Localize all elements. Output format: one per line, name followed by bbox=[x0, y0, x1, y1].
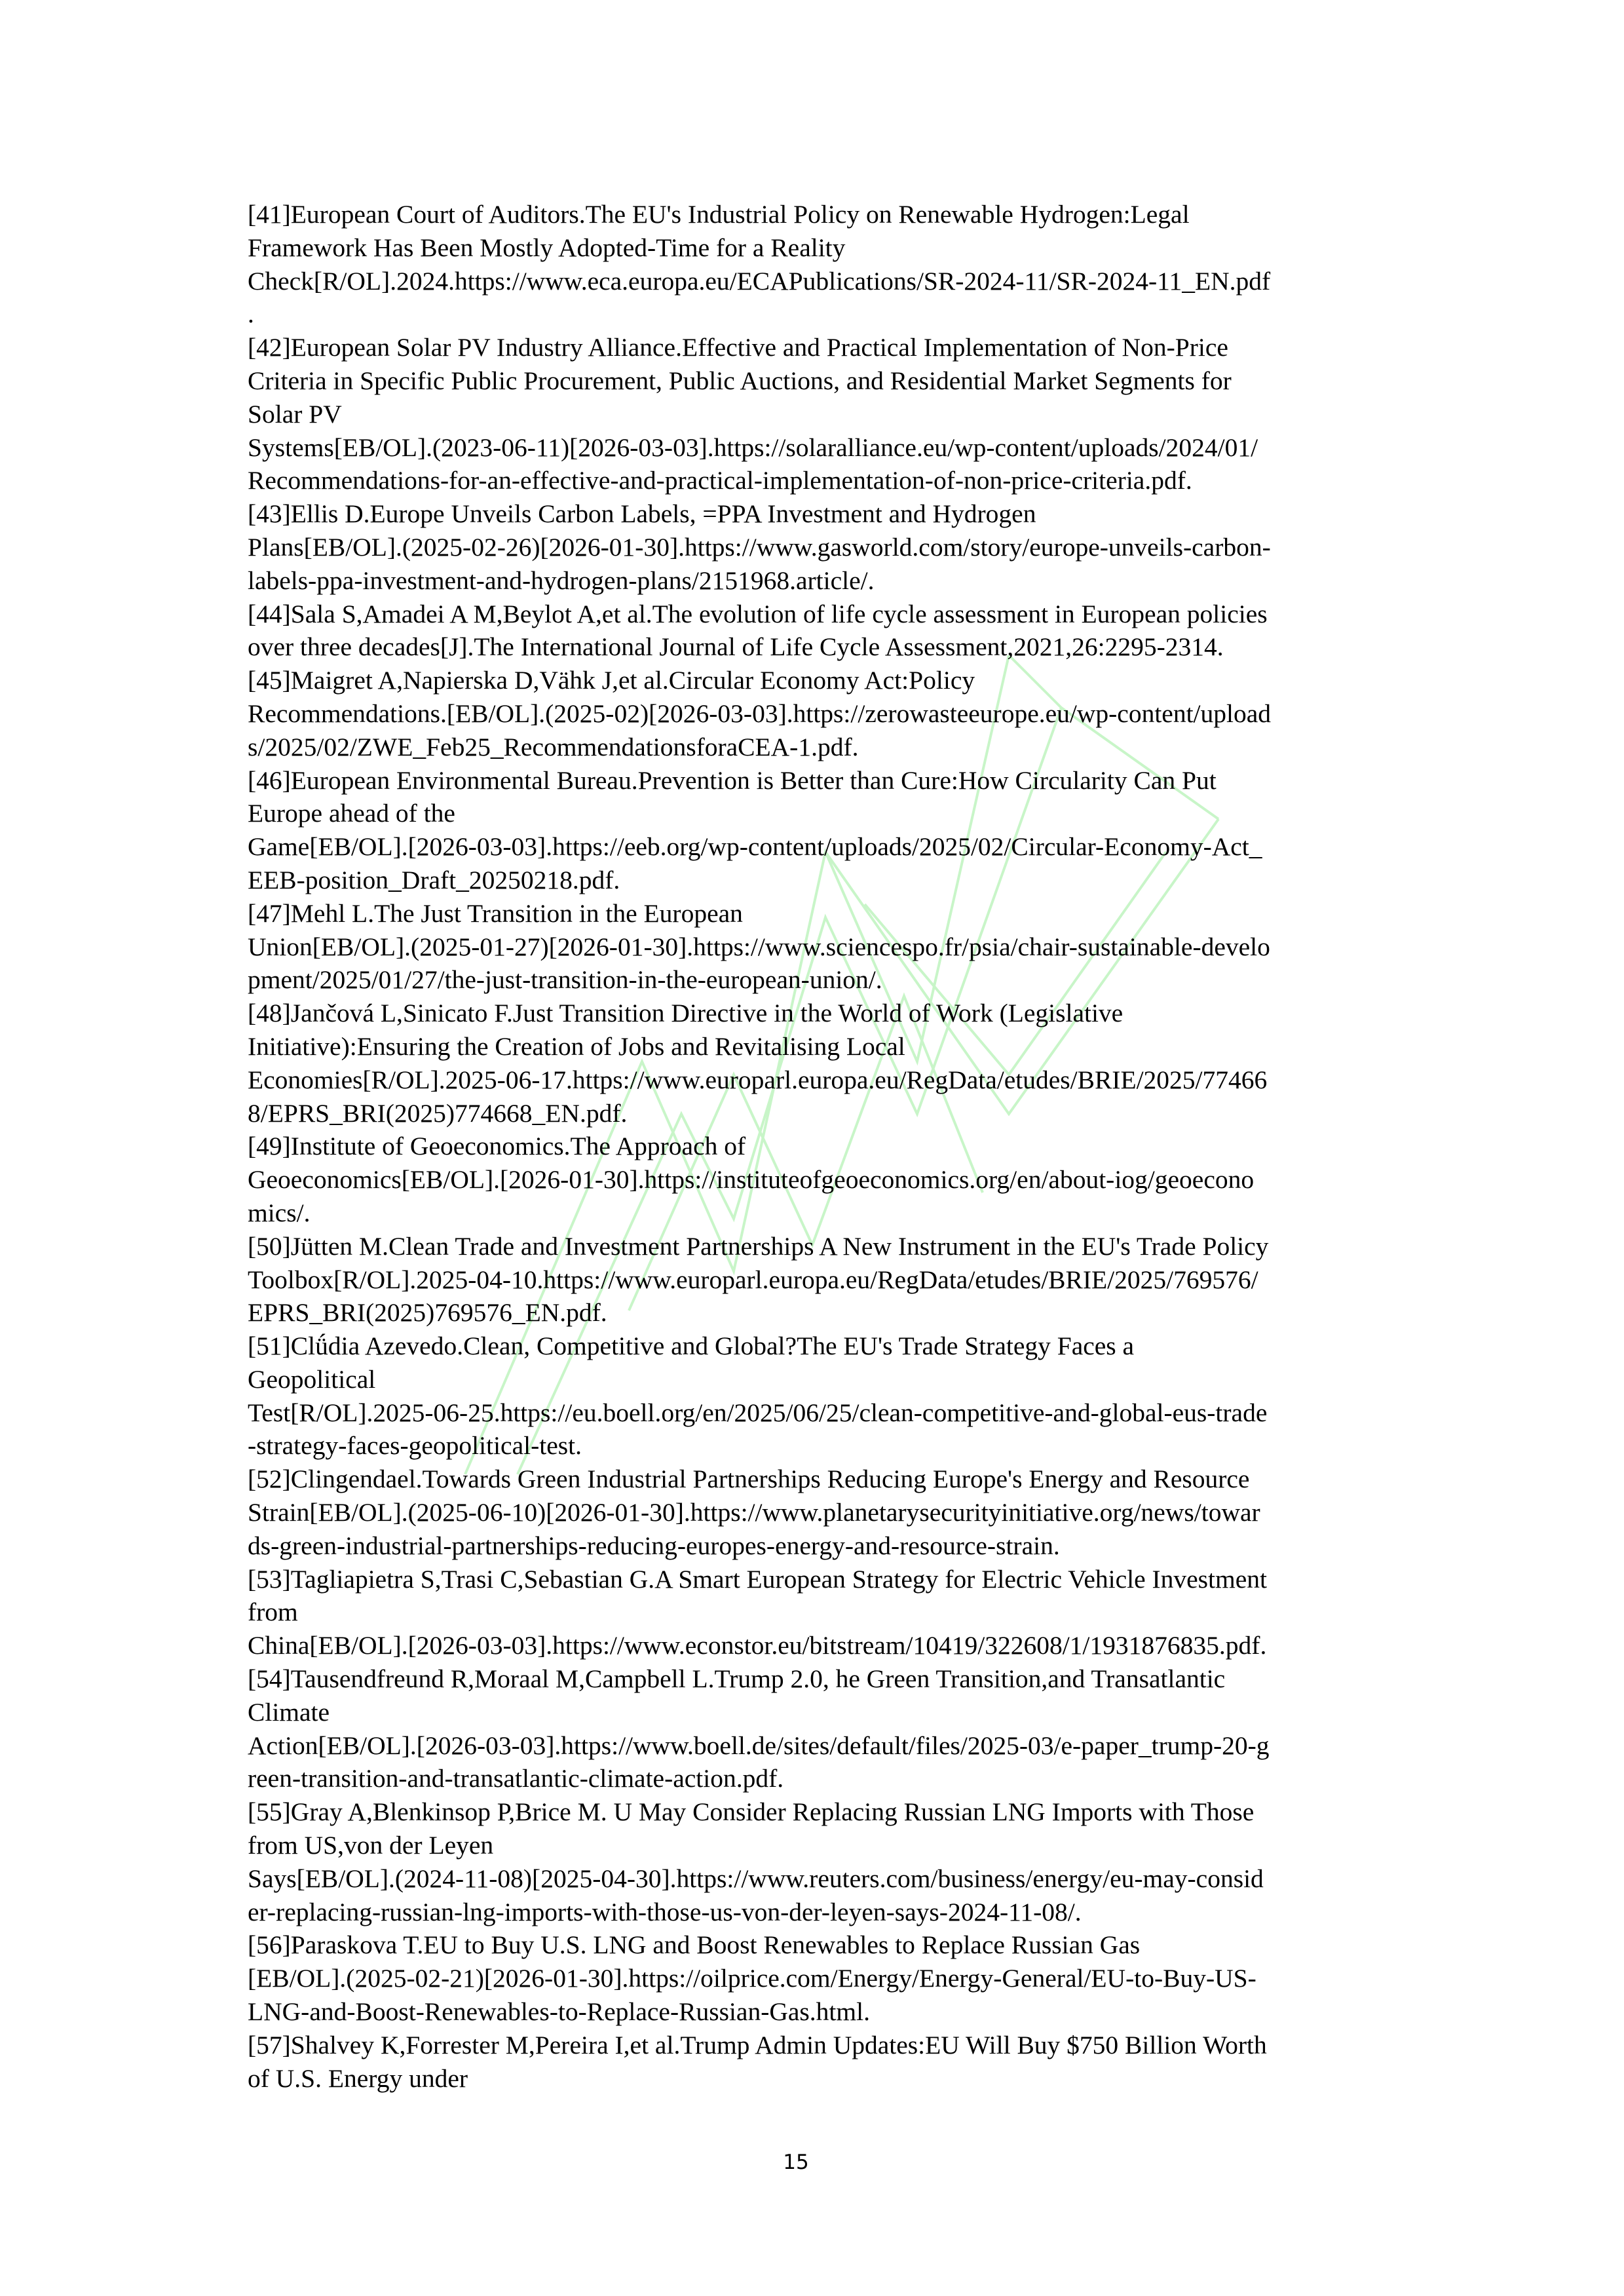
reference-entry bbox=[248, 598, 1401, 664]
reference-line: [53]Tagliapietra S,Trasi C,Sebastian G.A Smart European Strategy for Electric Vehicle Investment bbox=[248, 1564, 1268, 1594]
reference-line: Geoeconomics[EB/OL].[2026-01-30].https://instituteofgeoeconomics.org/en/about-iog/geoecono bbox=[248, 1165, 1255, 1195]
reference-line: over three decades[J].The International Journal of Life Cycle Assessment,2021,26:2295-2314. bbox=[248, 632, 1224, 662]
reference-line: [52]Clingendael.Towards Green Industrial Partnerships Reducing Europe's Energy and Resource bbox=[248, 1464, 1250, 1494]
reference-line: reen-transition-and-transatlantic-climate-action.pdf. bbox=[248, 1764, 784, 1793]
reference-line: labels-ppa-investment-and-hydrogen-plans/2151968.article/. bbox=[248, 565, 875, 595]
reference-line: Geopolitical bbox=[248, 1364, 376, 1394]
reference-line: China[EB/OL].[2026-03-03].https://www.econstor.eu/bitstream/10419/322608/1/1931876835.pdf. bbox=[248, 1631, 1267, 1660]
reference-entry bbox=[248, 1330, 1401, 1463]
reference-line: Systems[EB/OL].(2023-06-11)[2026-03-03].https://solaralliance.eu/wp-content/uploads/2024/01/ bbox=[248, 432, 1258, 462]
reference-list bbox=[248, 198, 1401, 2095]
reference-line: from bbox=[248, 1598, 298, 1627]
reference-line: Check[R/OL].2024.https://www.eca.europa.eu/ECAPublications/SR-2024-11/SR-2024-11_EN.pdf bbox=[248, 266, 1271, 296]
reference-line: Union[EB/OL].(2025-01-27)[2026-01-30].https://www.sciencespo.fr/psia/chair-sustainable-develo bbox=[248, 932, 1270, 961]
reference-entry bbox=[248, 198, 1401, 331]
reference-line: s/2025/02/ZWE_Feb25_RecommendationsforaCEA-1.pdf. bbox=[248, 732, 859, 761]
reference-line: Recommendations.[EB/OL].(2025-02)[2026-03-03].https://zerowasteeurope.eu/wp-content/upload bbox=[248, 698, 1272, 728]
reference-line: pment/2025/01/27/the-just-transition-in-the-european-union/. bbox=[248, 965, 882, 995]
reference-line: Criteria in Specific Public Procurement, Public Auctions, and Residential Market Segments for bbox=[248, 366, 1232, 395]
reference-entry bbox=[248, 997, 1401, 1130]
reference-line: Toolbox[R/OL].2025-04-10.https://www.europarl.europa.eu/RegData/etudes/BRIE/2025/769576/ bbox=[248, 1265, 1258, 1294]
reference-line: [41]European Court of Auditors.The EU's Industrial Policy on Renewable Hydrogen:Legal bbox=[248, 200, 1190, 229]
reference-line: from US,von der Leyen bbox=[248, 1831, 494, 1860]
reference-line: EEB-position_Draft_20250218.pdf. bbox=[248, 865, 620, 894]
reference-line: EPRS_BRI(2025)769576_EN.pdf. bbox=[248, 1298, 607, 1328]
reference-line: [51]Clǘdia Azevedo.Clean, Competitive and Global?The EU's Trade Strategy Faces a bbox=[248, 1331, 1135, 1361]
reference-entry bbox=[248, 1928, 1401, 2028]
reference-line: [50]Jütten M.Clean Trade and Investment Partnerships A New Instrument in the EU's Trade Policy bbox=[248, 1231, 1269, 1261]
reference-entry bbox=[248, 897, 1401, 997]
reference-line: Economies[R/OL].2025-06-17.https://www.europarl.europa.eu/RegData/etudes/BRIE/2025/77466 bbox=[248, 1065, 1268, 1094]
reference-line: [56]Paraskova T.EU to Buy U.S. LNG and Boost Renewables to Replace Russian Gas bbox=[248, 1930, 1141, 1960]
reference-line: Says[EB/OL].(2024-11-08)[2025-04-30].https://www.reuters.com/business/energy/eu-may-consid bbox=[248, 1864, 1264, 1893]
reference-line: Solar PV bbox=[248, 399, 342, 429]
reference-line: Europe ahead of the bbox=[248, 799, 455, 828]
reference-entry bbox=[248, 1130, 1401, 1229]
reference-entry bbox=[248, 1463, 1401, 1562]
reference-line: Framework Has Been Mostly Adopted-Time for a Reality bbox=[248, 233, 846, 262]
reference-line: Action[EB/OL].[2026-03-03].https://www.boell.de/sites/default/files/2025-03/e-paper_trump-20-g bbox=[248, 1731, 1270, 1760]
reference-line: [55]Gray A,Blenkinsop P,Brice M. U May Consider Replacing Russian LNG Imports with Those bbox=[248, 1797, 1255, 1827]
page-number: 15 bbox=[783, 2151, 809, 2174]
reference-line: [42]European Solar PV Industry Alliance.Effective and Practical Implementation of Non-Price bbox=[248, 333, 1228, 362]
reference-line: [43]Ellis D.Europe Unveils Carbon Labels, =PPA Investment and Hydrogen bbox=[248, 499, 1036, 529]
reference-entry bbox=[248, 1795, 1401, 1928]
reference-entry bbox=[248, 2029, 1401, 2095]
reference-line: [EB/OL].(2025-02-21)[2026-01-30].https://oilprice.com/Energy/Energy-General/EU-to-Buy-US- bbox=[248, 1964, 1256, 1993]
reference-line: [48]Jančová L,Sinicato F.Just Transition Directive in the World of Work (Legislative bbox=[248, 999, 1124, 1028]
reference-line: er-replacing-russian-lng-imports-with-those-us-von-der-leyen-says-2024-11-08/. bbox=[248, 1897, 1082, 1926]
reference-entry bbox=[248, 664, 1401, 763]
reference-line: [57]Shalvey K,Forrester M,Pereira I,et al.Trump Admin Updates:EU Will Buy $750 Billion Worth bbox=[248, 2030, 1267, 2059]
reference-line: LNG-and-Boost-Renewables-to-Replace-Russian-Gas.html. bbox=[248, 1997, 870, 2027]
reference-entry bbox=[248, 331, 1401, 497]
reference-line: [49]Institute of Geoeconomics.The Approach of bbox=[248, 1132, 746, 1161]
reference-entry bbox=[248, 1662, 1401, 1795]
reference-line: Initiative):Ensuring the Creation of Jobs and Revitalising Local bbox=[248, 1031, 905, 1061]
reference-line: [44]Sala S,Amadei A M,Beylot A,et al.The evolution of life cycle assessment in European policies bbox=[248, 599, 1268, 628]
reference-line: [46]European Environmental Bureau.Prevention is Better than Cure:How Circularity Can Put bbox=[248, 765, 1217, 795]
reference-line: [45]Maigret A,Napierska D,Vähk J,et al.Circular Economy Act:Policy bbox=[248, 666, 975, 695]
reference-entry bbox=[248, 497, 1401, 597]
reference-line: Plans[EB/OL].(2025-02-26)[2026-01-30].https://www.gasworld.com/story/europe-unveils-carbon- bbox=[248, 532, 1271, 562]
reference-line: 8/EPRS_BRI(2025)774668_EN.pdf. bbox=[248, 1098, 628, 1128]
reference-line: Strain[EB/OL].(2025-06-10)[2026-01-30].https://www.planetarysecurityinitiative.org/news/towar bbox=[248, 1498, 1260, 1527]
reference-line: Recommendations-for-an-effective-and-practical-implementation-of-non-price-criteria.pdf. bbox=[248, 466, 1192, 495]
reference-line: ds-green-industrial-partnerships-reducing-europes-energy-and-resource-strain. bbox=[248, 1531, 1060, 1560]
reference-entry bbox=[248, 764, 1401, 897]
reference-entry bbox=[248, 1563, 1401, 1662]
reference-line: -strategy-faces-geopolitical-test. bbox=[248, 1431, 582, 1461]
reference-line: [47]Mehl L.The Just Transition in the European bbox=[248, 898, 743, 928]
reference-line: Test[R/OL].2025-06-25.https://eu.boell.org/en/2025/06/25/clean-competitive-and-global-eus-trade bbox=[248, 1398, 1268, 1427]
reference-line: of U.S. Energy under bbox=[248, 2063, 468, 2093]
reference-line: Game[EB/OL].[2026-03-03].https://eeb.org/wp-content/uploads/2025/02/Circular-Economy-Act_ bbox=[248, 832, 1262, 862]
reference-entry bbox=[248, 1230, 1401, 1330]
reference-line: . bbox=[248, 299, 254, 329]
reference-line: [54]Tausendfreund R,Moraal M,Campbell L.Trump 2.0, he Green Transition,and Transatlantic bbox=[248, 1664, 1226, 1694]
reference-line: mics/. bbox=[248, 1198, 311, 1227]
reference-line: Climate bbox=[248, 1697, 330, 1727]
